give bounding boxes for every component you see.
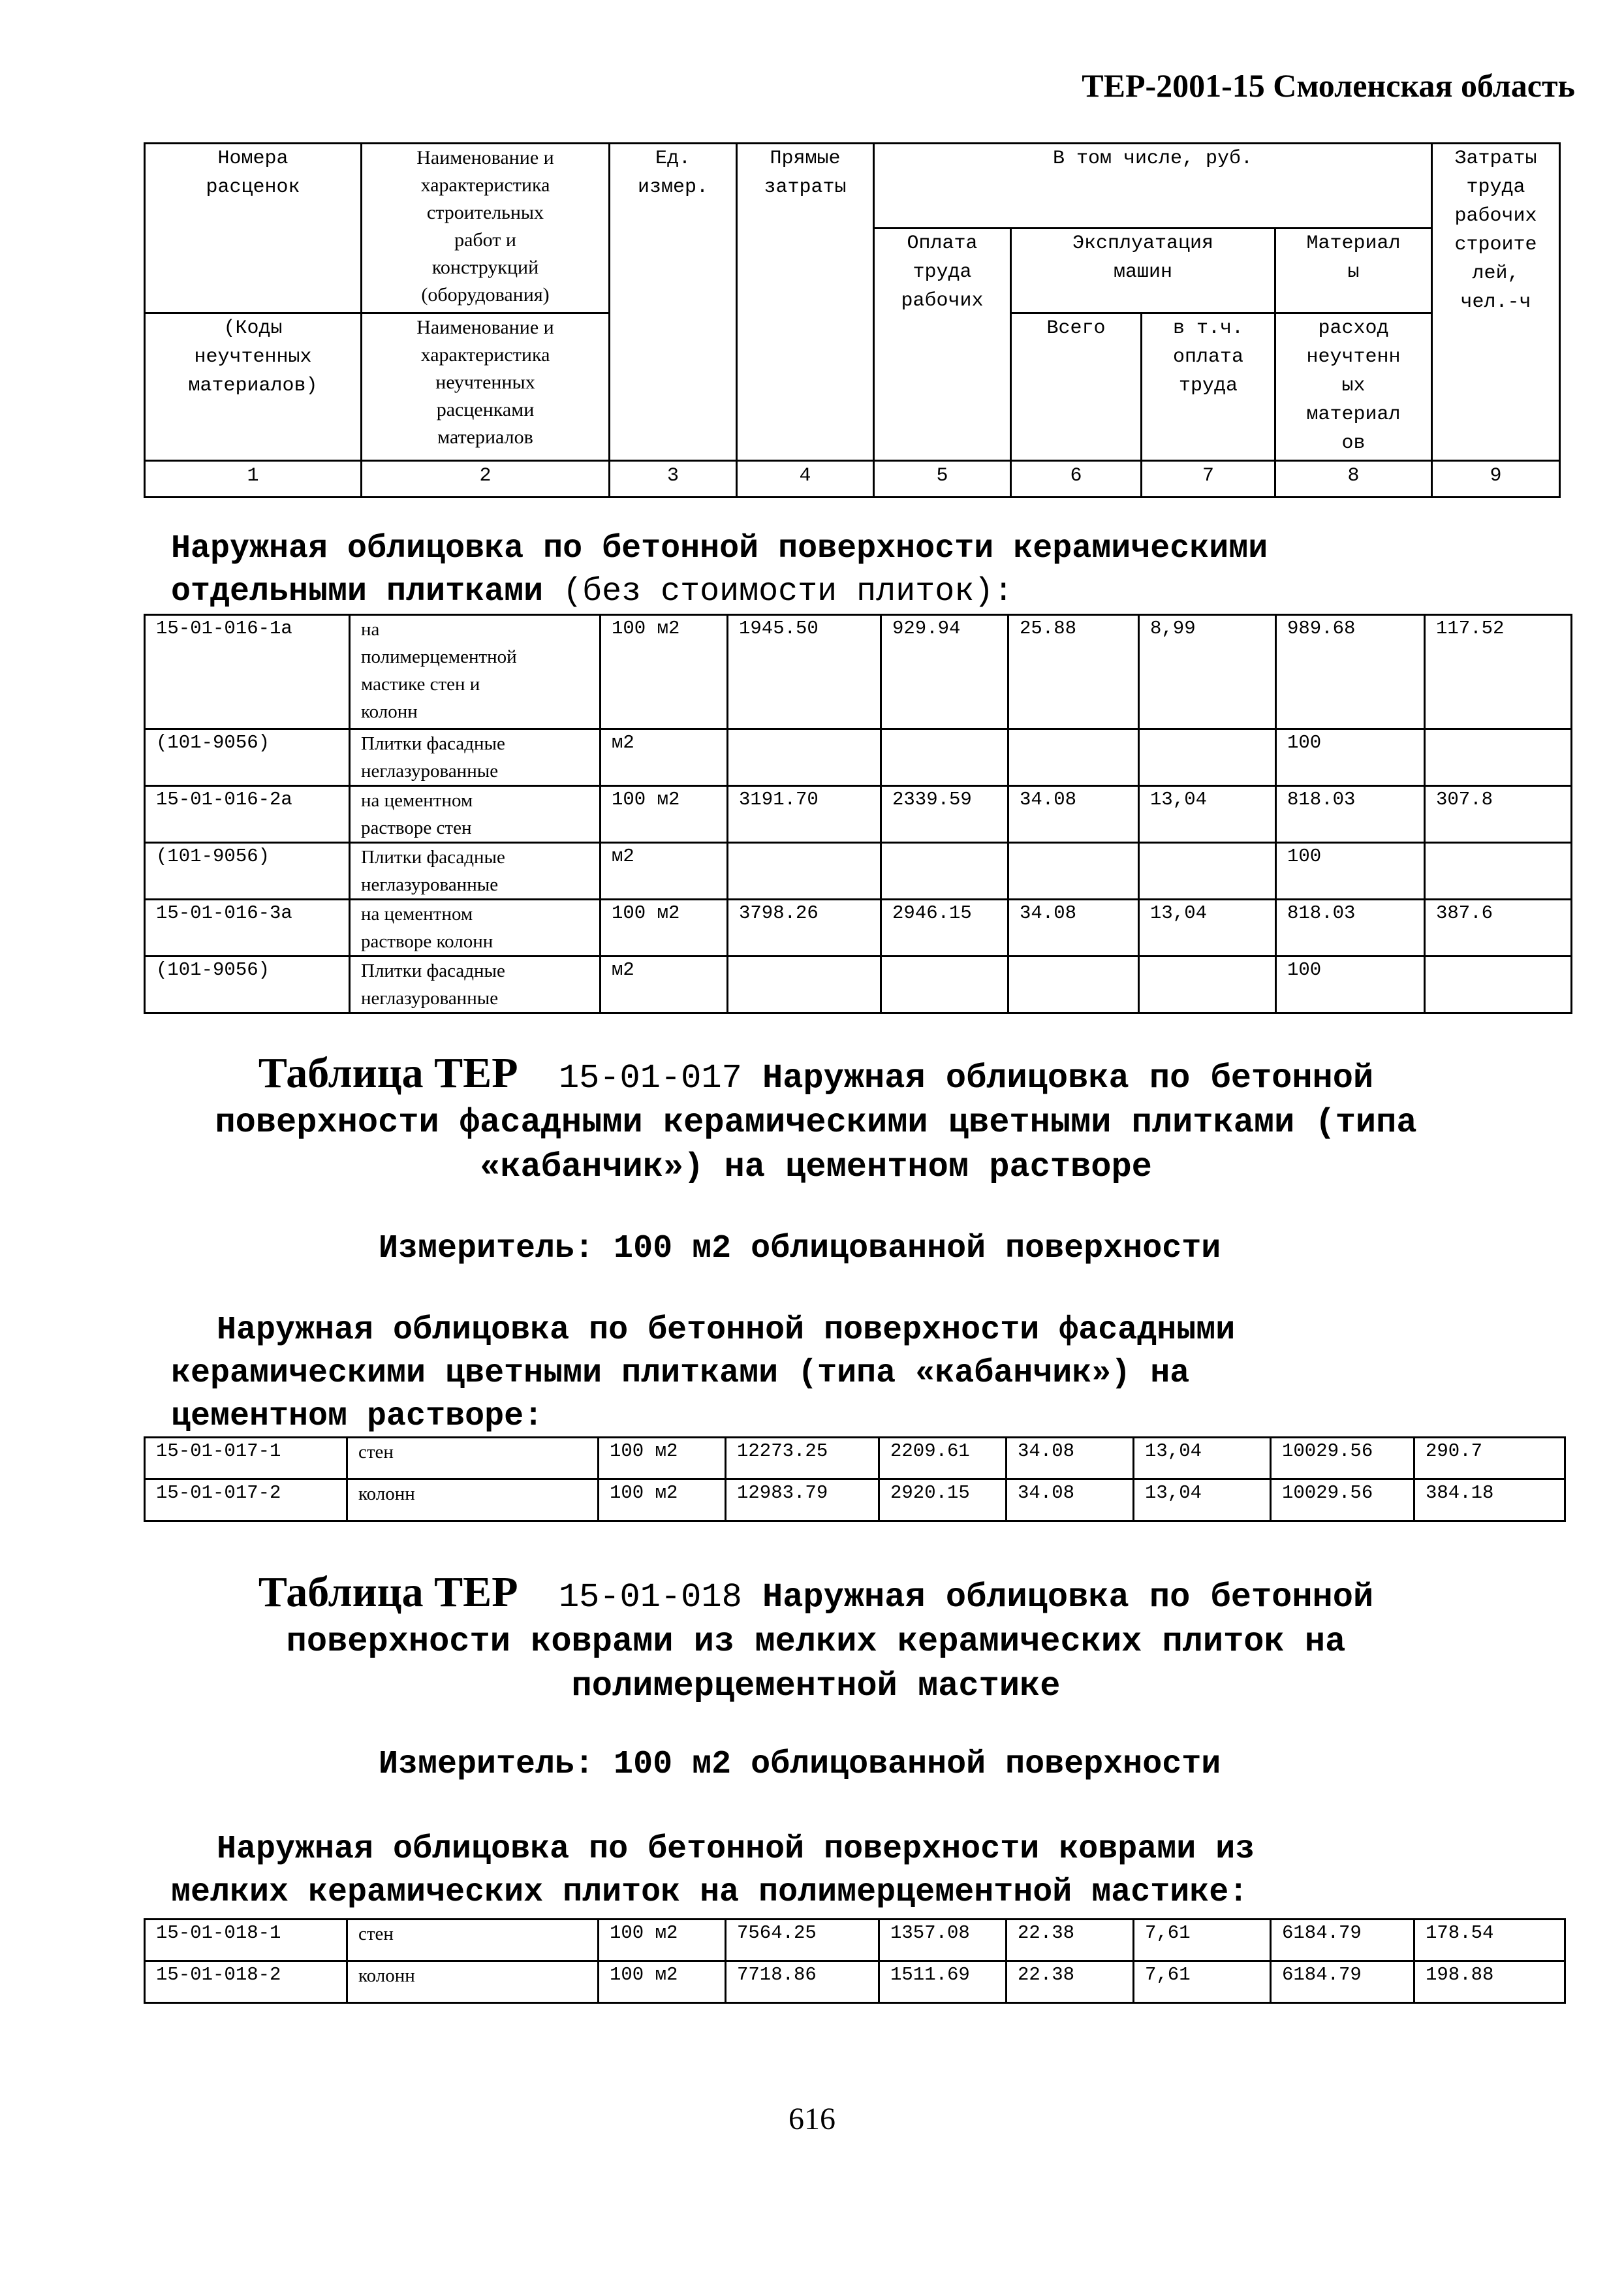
code-cell: (101-9056) [145,843,350,900]
machine-labor-cell [1139,957,1276,1013]
table017-title [98,1051,1534,1190]
header-line: ых [1341,375,1366,397]
col6-header: Всего [1011,313,1142,461]
header-line: строите [1454,234,1537,256]
name-cell: колонн [347,1961,599,2003]
labor-hours-cell: 290.7 [1414,1438,1565,1479]
machine-total-cell: 34.08 [1008,900,1139,957]
header-line: материал [1306,403,1401,426]
column-number: 9 [1432,461,1560,498]
labor-hours-cell [1425,729,1572,786]
column-number: 8 [1275,461,1432,498]
unit-cell: 100 м2 [599,1961,726,2003]
section1-heading-note: (без стоимости плиток): [563,573,1014,610]
table017-label: Таблица ТЕР [258,1049,518,1097]
table018-title [98,1570,1534,1709]
table018-title-line2: поверхности коврами из мелких керамических плиток на [286,1622,1346,1661]
table-row [145,957,1572,1013]
code-cell: 15-01-016-3a [145,900,350,957]
section1-heading-line2: отдельными плитками [171,573,544,610]
header-line: оплата [1172,346,1244,368]
col1-header-top [145,144,362,313]
materials-cell: 100 [1276,843,1425,900]
machines-header [1011,229,1275,313]
table-row [145,729,1572,786]
header-line: Наименование и [416,147,554,168]
column-number: 1 [145,461,362,498]
unit-cell: 100 м2 [601,615,728,729]
code-cell: 15-01-016-2a [145,786,350,843]
materials-cell: 100 [1276,957,1425,1013]
column-number: 6 [1011,461,1142,498]
section1-heading-line1: Наружная облицовка по бетонной поверхности керамическими [171,530,1268,567]
table017-number: 15-01-017 [558,1059,742,1098]
header-line: (Коды [223,317,283,340]
machine-labor-cell: 7,61 [1134,1920,1271,1961]
table-row [145,900,1572,957]
labor-hours-cell: 198.88 [1414,1961,1565,2003]
labor-cost-cell: 1357.08 [879,1920,1007,1961]
table-row [145,843,1572,900]
materials-cell: 10029.56 [1271,1479,1414,1521]
header-line: конструкций [431,257,539,278]
machine-labor-cell: 13,04 [1134,1479,1271,1521]
header-line: ы [1347,261,1360,283]
header-line: (оборудования) [421,284,550,306]
col7-header [1142,313,1275,461]
labor-cost-cell [881,957,1008,1013]
table017-title-line3: «кабанчик») на цементном растворе [480,1148,1152,1186]
labor-cost-cell: 2209.61 [879,1438,1007,1479]
table-row [145,1961,1565,2003]
name-cell: стен [347,1920,599,1961]
header-line: характеристика [420,344,550,366]
code-cell: 15-01-018-2 [145,1961,347,2003]
header-line: ов [1341,432,1366,454]
header-line: Оплата [907,232,978,255]
col3-header [610,144,737,461]
column-number: 3 [610,461,737,498]
col2-header-bottom [362,313,610,461]
header-line: Эксплуатация [1072,232,1214,255]
section1-table [144,614,1572,1014]
machine-labor-cell: 13,04 [1139,900,1276,957]
column-number: 5 [874,461,1011,498]
machine-total-cell: 25.88 [1008,615,1139,729]
header-line: неучтенных [435,372,535,393]
in-total-header: В том числе, руб. [874,144,1432,229]
machine-total-cell: 34.08 [1007,1479,1134,1521]
header-line: затраты [764,176,847,198]
labor-cost-cell: 929.94 [881,615,1008,729]
machine-total-cell: 34.08 [1008,786,1139,843]
header-line: Затраты [1454,148,1537,170]
table017-meter: Измеритель: 100 м2 облицованной поверхности [379,1230,1221,1267]
machine-total-cell: 34.08 [1007,1438,1134,1479]
table018-title-line3: полимерцементной мастике [571,1667,1061,1705]
materials-cell: 818.03 [1276,786,1425,843]
materials-cell: 100 [1276,729,1425,786]
code-cell: 15-01-018-1 [145,1920,347,1961]
table017-section-heading [171,1309,1235,1438]
machine-total-cell [1008,957,1139,1013]
col2-header-top [362,144,610,313]
header-line: в т.ч. [1172,317,1244,340]
header-line: рабочих [1454,205,1537,227]
table017-title-line2: поверхности фасадными керамическими цветными плитками (типа [215,1103,1417,1142]
header-line: расценок [206,176,300,198]
header-line: Материал [1306,232,1401,255]
header-line: Прямые [770,148,841,170]
unit-cell: м2 [601,957,728,1013]
machine-labor-cell [1139,843,1276,900]
column-number: 7 [1142,461,1275,498]
unit-cell: 100 м2 [599,1479,726,1521]
header-line: материалов) [188,375,318,397]
unit-cell: 100 м2 [601,900,728,957]
col8-header-bottom [1275,313,1432,461]
table-row [145,615,1572,729]
code-cell: (101-9056) [145,957,350,1013]
header-line: расход [1318,317,1389,340]
header-line: строительных [426,202,544,223]
code-cell: 15-01-016-1a [145,615,350,729]
col5-header [874,229,1011,461]
col4-header [737,144,874,461]
header-line: измер. [637,176,709,198]
unit-cell: 100 м2 [599,1920,726,1961]
header-line: Ед. [655,148,691,170]
machine-labor-cell: 7,61 [1134,1961,1271,2003]
labor-cost-cell: 1511.69 [879,1961,1007,2003]
labor-hours-cell: 387.6 [1425,900,1572,957]
header-line: материалов [437,426,533,448]
code-cell: 15-01-017-1 [145,1438,347,1479]
header-line: Номера [217,148,289,170]
table017-heading-line3: цементном растворе: [171,1398,544,1435]
direct-cost-cell [728,843,881,900]
code-cell: (101-9056) [145,729,350,786]
direct-cost-cell [728,729,881,786]
direct-cost-cell: 3798.26 [728,900,881,957]
direct-cost-cell: 12273.25 [726,1438,879,1479]
column-number-row [145,461,1560,498]
machine-total-cell [1008,843,1139,900]
labor-cost-cell [881,843,1008,900]
column-header-table [144,142,1561,498]
labor-hours-cell: 384.18 [1414,1479,1565,1521]
materials-cell: 818.03 [1276,900,1425,957]
labor-cost-cell: 2920.15 [879,1479,1007,1521]
name-cell: колонн [347,1479,599,1521]
materials-cell: 10029.56 [1271,1438,1414,1479]
table017-title-line1: Наружная облицовка по бетонной [762,1059,1374,1098]
labor-hours-cell [1425,843,1572,900]
table-row [145,1438,1565,1479]
labor-hours-cell: 178.54 [1414,1920,1565,1961]
unit-cell: 100 м2 [601,786,728,843]
direct-cost-cell: 7564.25 [726,1920,879,1961]
unit-cell: м2 [601,729,728,786]
name-cell: Плитки фасадные неглазурованные [350,729,601,786]
table017-table [144,1436,1566,1522]
name-cell: на цементном растворе стен [350,786,601,843]
materials-cell: 6184.79 [1271,1920,1414,1961]
table-row [145,1479,1565,1521]
header-line: труда [1466,176,1525,198]
table-row [145,786,1572,843]
labor-cost-cell [881,729,1008,786]
header-line: труда [1178,375,1238,397]
table018-section-heading [171,1828,1255,1914]
table-row [145,1920,1565,1961]
machine-labor-cell [1139,729,1276,786]
table017-heading-line2: керамическими цветными плитками (типа «кабанчик») на [171,1355,1190,1392]
document-title: ТЕР-2001-15 Смоленская область [1082,67,1575,104]
table018-label: Таблица ТЕР [258,1568,518,1616]
machine-labor-cell: 13,04 [1139,786,1276,843]
header-line: характеристика [420,174,550,196]
header-line: машин [1113,261,1172,283]
code-cell: 15-01-017-2 [145,1479,347,1521]
section1-heading [171,528,1268,614]
materials-cell: 6184.79 [1271,1961,1414,2003]
name-cell: на полимерцементной мастике стен и колонн [350,615,601,729]
table018-heading-line2: мелких керамических плиток на полимерцементной мастике: [171,1874,1249,1911]
machine-total-cell: 22.38 [1007,1920,1134,1961]
column-number: 4 [737,461,874,498]
header-line: расценками [436,399,535,420]
col9-header [1432,144,1560,461]
labor-hours-cell: 117.52 [1425,615,1572,729]
table018-number: 15-01-018 [558,1578,742,1617]
table018-table [144,1918,1566,2004]
name-cell: Плитки фасадные неглазурованные [350,957,601,1013]
machine-total-cell: 22.38 [1007,1961,1134,2003]
direct-cost-cell [728,957,881,1013]
machine-labor-cell: 13,04 [1134,1438,1271,1479]
header-line: рабочих [901,290,984,312]
header-line: чел.-ч [1460,291,1531,313]
unit-cell: 100 м2 [599,1438,726,1479]
header-line: работ и [454,229,516,251]
table018-title-line1: Наружная облицовка по бетонной [762,1578,1374,1617]
header-line: неучтенн [1306,346,1401,368]
col1-header-bottom [145,313,362,461]
direct-cost-cell: 12983.79 [726,1479,879,1521]
machine-total-cell [1008,729,1139,786]
col8-header-top [1275,229,1432,313]
materials-cell: 989.68 [1276,615,1425,729]
direct-cost-cell: 3191.70 [728,786,881,843]
unit-cell: м2 [601,843,728,900]
labor-hours-cell: 307.8 [1425,786,1572,843]
table017-heading-line1: Наружная облицовка по бетонной поверхности фасадными [217,1312,1236,1349]
labor-cost-cell: 2339.59 [881,786,1008,843]
header-line: неучтенных [194,346,312,368]
header-line: лей, [1472,262,1520,285]
name-cell: на цементном растворе колонн [350,900,601,957]
header-line: труда [913,261,972,283]
direct-cost-cell: 1945.50 [728,615,881,729]
page-number: 616 [789,2102,835,2136]
name-cell: стен [347,1438,599,1479]
machine-labor-cell: 8,99 [1139,615,1276,729]
labor-cost-cell: 2946.15 [881,900,1008,957]
name-cell: Плитки фасадные неглазурованные [350,843,601,900]
header-line: Наименование и [416,317,554,338]
direct-cost-cell: 7718.86 [726,1961,879,2003]
column-number: 2 [362,461,610,498]
labor-hours-cell [1425,957,1572,1013]
table018-heading-line1: Наружная облицовка по бетонной поверхности коврами из [217,1831,1255,1868]
table018-meter: Измеритель: 100 м2 облицованной поверхности [379,1746,1221,1783]
